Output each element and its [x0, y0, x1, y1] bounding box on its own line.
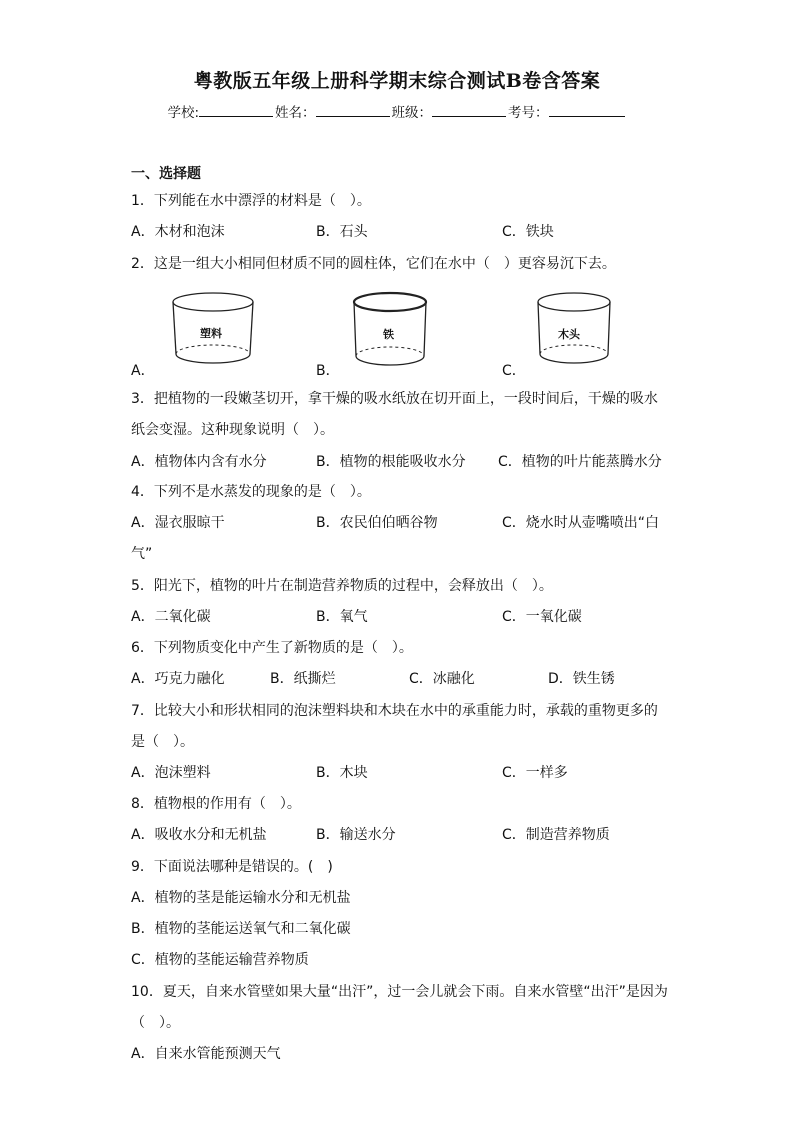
question-10-stem: 10．夏天，自来水管壁如果大量“出汗”，过一会儿就会下雨。自来水管壁“出汗”是因为	[131, 984, 668, 1000]
question-8-option-c[interactable]: C．制造营养物质	[502, 827, 610, 843]
question-1-stem: 1．下列能在水中漂浮的材料是（ ）。	[131, 193, 371, 209]
number-label: 考号：	[508, 105, 549, 121]
question-3-stem-continued: 纸会变湿。这种现象说明（ ）。	[131, 422, 334, 438]
question-6-option-d[interactable]: D．铁生锈	[548, 671, 615, 687]
cylinder-plastic-figure	[168, 290, 258, 370]
question-5-option-a[interactable]: A．二氧化碳	[131, 609, 211, 625]
cylinder-plastic-label: 塑料	[200, 327, 222, 340]
class-blank[interactable]	[432, 104, 506, 117]
question-4-option-b[interactable]: B．农民伯伯晒谷物	[316, 515, 438, 531]
question-3-stem: 3．把植物的一段嫩茎切开，拿干燥的吸水纸放在切开面上，一段时间后，干燥的吸水	[131, 391, 658, 407]
question-3-option-c[interactable]: C．植物的叶片能蒸腾水分	[498, 454, 662, 470]
question-2-option-b[interactable]: B．	[316, 363, 340, 379]
question-9-option-a[interactable]: A．植物的茎是能运输水分和无机盐	[131, 890, 351, 906]
question-8-stem: 8．植物根的作用有（ ）。	[131, 796, 301, 812]
cylinder-wood-figure	[534, 290, 614, 370]
question-3-option-b[interactable]: B．植物的根能吸收水分	[316, 454, 466, 470]
question-1-option-c[interactable]: C．铁块	[502, 224, 554, 240]
question-6-option-c[interactable]: C．冰融化	[409, 671, 475, 687]
question-3-option-a[interactable]: A．植物体内含有水分	[131, 454, 267, 470]
question-4-option-c-continued: 气”	[131, 546, 153, 562]
cylinder-iron-figure	[350, 290, 430, 372]
question-4-stem: 4．下列不是水蒸发的现象的是（ ）。	[131, 484, 371, 500]
name-label: 姓名：	[275, 105, 316, 121]
class-label: 班级：	[391, 105, 433, 121]
question-5-option-c[interactable]: C．一氧化碳	[502, 609, 582, 625]
question-7-option-a[interactable]: A．泡沫塑料	[131, 765, 211, 781]
question-9-option-c[interactable]: C．植物的茎能运输营养物质	[131, 952, 309, 968]
cylinder-iron-label: 铁	[383, 328, 394, 341]
question-4-option-a[interactable]: A．湿衣服晾干	[131, 515, 225, 531]
question-1-option-b[interactable]: B．石头	[316, 224, 368, 240]
question-2-stem: 2．这是一组大小相同但材质不同的圆柱体，它们在水中（ ）更容易沉下去。	[131, 256, 616, 272]
question-2-option-a[interactable]: A．	[131, 363, 155, 379]
question-7-stem: 7．比较大小和形状相同的泡沫塑料块和木块在水中的承重能力时，承载的重物更多的	[131, 703, 658, 719]
question-7-option-b[interactable]: B．木块	[316, 765, 368, 781]
cylinder-wood-label: 木头	[558, 328, 580, 341]
section-title: 一、选择题	[131, 166, 201, 182]
question-4-option-c[interactable]: C．烧水时从壶嘴喷出“白	[502, 515, 660, 531]
question-9-option-b[interactable]: B．植物的茎能运送氧气和二氧化碳	[131, 921, 351, 937]
school-blank[interactable]	[199, 104, 273, 117]
question-6-stem: 6．下列物质变化中产生了新物质的是（ ）。	[131, 640, 413, 656]
question-10-option-a[interactable]: A．自来水管能预测天气	[131, 1046, 281, 1062]
school-label: 学校:	[167, 105, 200, 121]
question-1-option-a[interactable]: A．木材和泡沫	[131, 224, 225, 240]
question-6-option-b[interactable]: B．纸撕烂	[270, 671, 336, 687]
page-title: 粤教版五年级上册科学期末综合测试B卷含答案	[193, 70, 601, 92]
number-blank[interactable]	[549, 104, 625, 117]
question-10-stem-continued: （ ）。	[131, 1015, 180, 1031]
question-5-option-b[interactable]: B．氧气	[316, 609, 368, 625]
question-8-option-b[interactable]: B．输送水分	[316, 827, 396, 843]
question-8-option-a[interactable]: A．吸收水分和无机盐	[131, 827, 267, 843]
question-5-stem: 5．阳光下，植物的叶片在制造营养物质的过程中，会释放出（ ）。	[131, 578, 553, 594]
question-2-option-c[interactable]: C．	[502, 363, 526, 379]
student-info-line	[0, 101, 794, 121]
question-7-option-c[interactable]: C．一样多	[502, 765, 568, 781]
question-7-stem-continued: 是（ ）。	[131, 734, 194, 750]
question-6-option-a[interactable]: A．巧克力融化	[131, 671, 225, 687]
question-9-stem: 9．下面说法哪种是错误的。( )	[131, 859, 333, 875]
name-blank[interactable]	[316, 104, 390, 117]
